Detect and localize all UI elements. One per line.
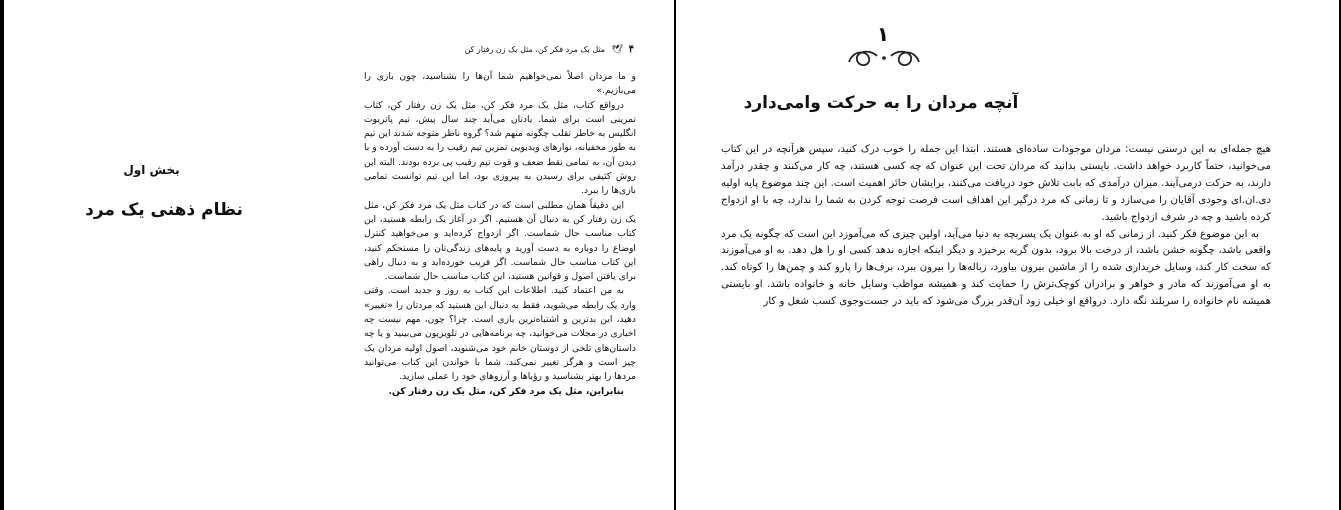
bird-ornament-icon: 🕊 — [611, 45, 624, 55]
paragraph: به من اعتماد کنید. اطلاعات این کتاب به روز و جدید است. وقتی وارد یک رابطه می‌شوید، فقط به دنبال این هستید که مردتان را «تغییر» دهید، این بدترین و اشتباه‌ترین بازی است. چرا؟ چون، مهم نیست چه اخباری در مجلات می‌خوانید، چه برنامه‌هایی در تلویزیون می‌بینید و یا چه داستان‌های تلخی از دوستان خانم خود می‌شنوید، اصول اولیه مردان یک چیز است و هرگز تغییر نمی‌کند. شما با خواندن این کتاب می‌توانید مردها را بهتر بشناسید و رؤیاها و آرزوهای خود را عملی سازید. — [364, 285, 636, 383]
paragraph: و ما مردان اصلاً نمی‌خواهیم شما آن‌ها را بشناسید، چون بازی را می‌بازیم.» — [364, 71, 636, 97]
paragraph: هیچ جمله‌ای به این درستی نیست: مردان موجودات ساده‌ای هستند. ابتدا این جمله را خوب درک کنید، سپس هرآنچه در این کتاب می‌خوانید، حتماً کاربرد خواهد داشت. بایستی بدانید که مردان تحت این عنوان که چه کسی هستند، چه کار می‌کنند و چقدر درآمد دارند، به حرکت درمی‌آیند. میزان درآمدی که بابت تلاش خود دریافت می‌کنند، برایشان حائز اهمیت است. این چند موضوع پایه اولیه دی.ان.ای وجودی آقایان را می‌سازد و تا زمانی که مرد درگیر این اهداف است فرصت توجه کردن به شما را ندارد، چه با او ازدواج کرده باشید و چه در شرف ازدواج باشید. — [721, 144, 1271, 223]
paragraph: درواقع کتاب، مثل یک مرد فکر کن، مثل یک زن رفتار کن، کتاب تمرینی است برای شما. یادتان می‌آید چند سال پیش، تیم پاتریوت انگلیس به خاطر تقلب چگونه متهم شد؟ گروه ناظر متوجه شدند این تیم به طور مخفیانه، نوارهای ویدیویی تمرین تیم رقیب را به دست آورده و با دیدن آن، به تمامی نقط ضعف و قوت تیم رقیب پی برده بودند. البته این روش کثیفی برای رسیدن به پیروزی بود، اما این تیم توانست تمامی بازی‌ها را ببرد. — [364, 99, 636, 197]
running-header — [369, 44, 634, 55]
part-label: بخش اول — [123, 163, 180, 177]
paragraph: این دقیقاً همان مطلبی است که در کتاب مثل یک مرد فکر کن، مثل یک زن رفتار کن به دنبال آن هستیم. اگر در آغاز یک رابطه هستید، این کتاب مناسب حال شماست. اگر ازدواج کرده‌اید و می‌خواهید کنترل اوضاع را دوباره به دست آورید و پایه‌های زندگی‌تان را مستحکم کنید، این کتاب مناسب حال شماست. اگر فریب خورده‌اید و به دنبال راهی برای یافتن اصول و قوانین هستید، این کتاب مناسب حال شماست. — [364, 199, 636, 283]
paragraph: بنابراین، مثل یک مرد فکر کن، مثل یک زن رفتار کن. — [388, 385, 624, 397]
chapter-title: آنچه مردان را به حرکت وامی‌دارد — [743, 93, 1019, 113]
right-body-text — [721, 142, 1271, 311]
chapter-number: ۱ — [876, 22, 890, 46]
right-page — [676, 0, 1341, 510]
page-number: ۴ — [628, 44, 634, 55]
paragraph: به این موضوع فکر کنید. از زمانی که او به عنوان یک پسربچه به دنیا می‌آید، اولین چیزی که می‌آموزد این است که چگونه یک مرد واقعی باشد، چگونه خشن باشد، از درخت بالا برود، بدون گریه برخیزد و دیگر اینکه اجازه ندهد کسی او را هل دهد. به او می‌آموزند که سخت کار کند، وسایل خریداری شده را از ماشین بیرون بیاورد، زباله‌ها را بیرون ببرد، برف‌ها را پارو کند و چمن‌ها را کوتاه کند. به او می‌آموزند که مادر و خواهر و برادران کوچک‌ترش را حمایت کند و همیشه مواظب وسایل خانه و خانواده باشد. او بایستی همیشه نام خانواده را سربلند نگه دارد. درواقع او خیلی زود آن‌قدر بزرگ می‌شود که باید در جست‌وجوی کسب شغل و کار — [721, 228, 1271, 308]
flourish-ornament-icon — [839, 44, 929, 70]
running-title: مثل یک مرد فکر کن، مثل یک زن رفتار کن — [464, 45, 606, 54]
left-body-text — [364, 70, 636, 399]
part-title: نظام ذهنی یک مرد — [85, 200, 243, 220]
